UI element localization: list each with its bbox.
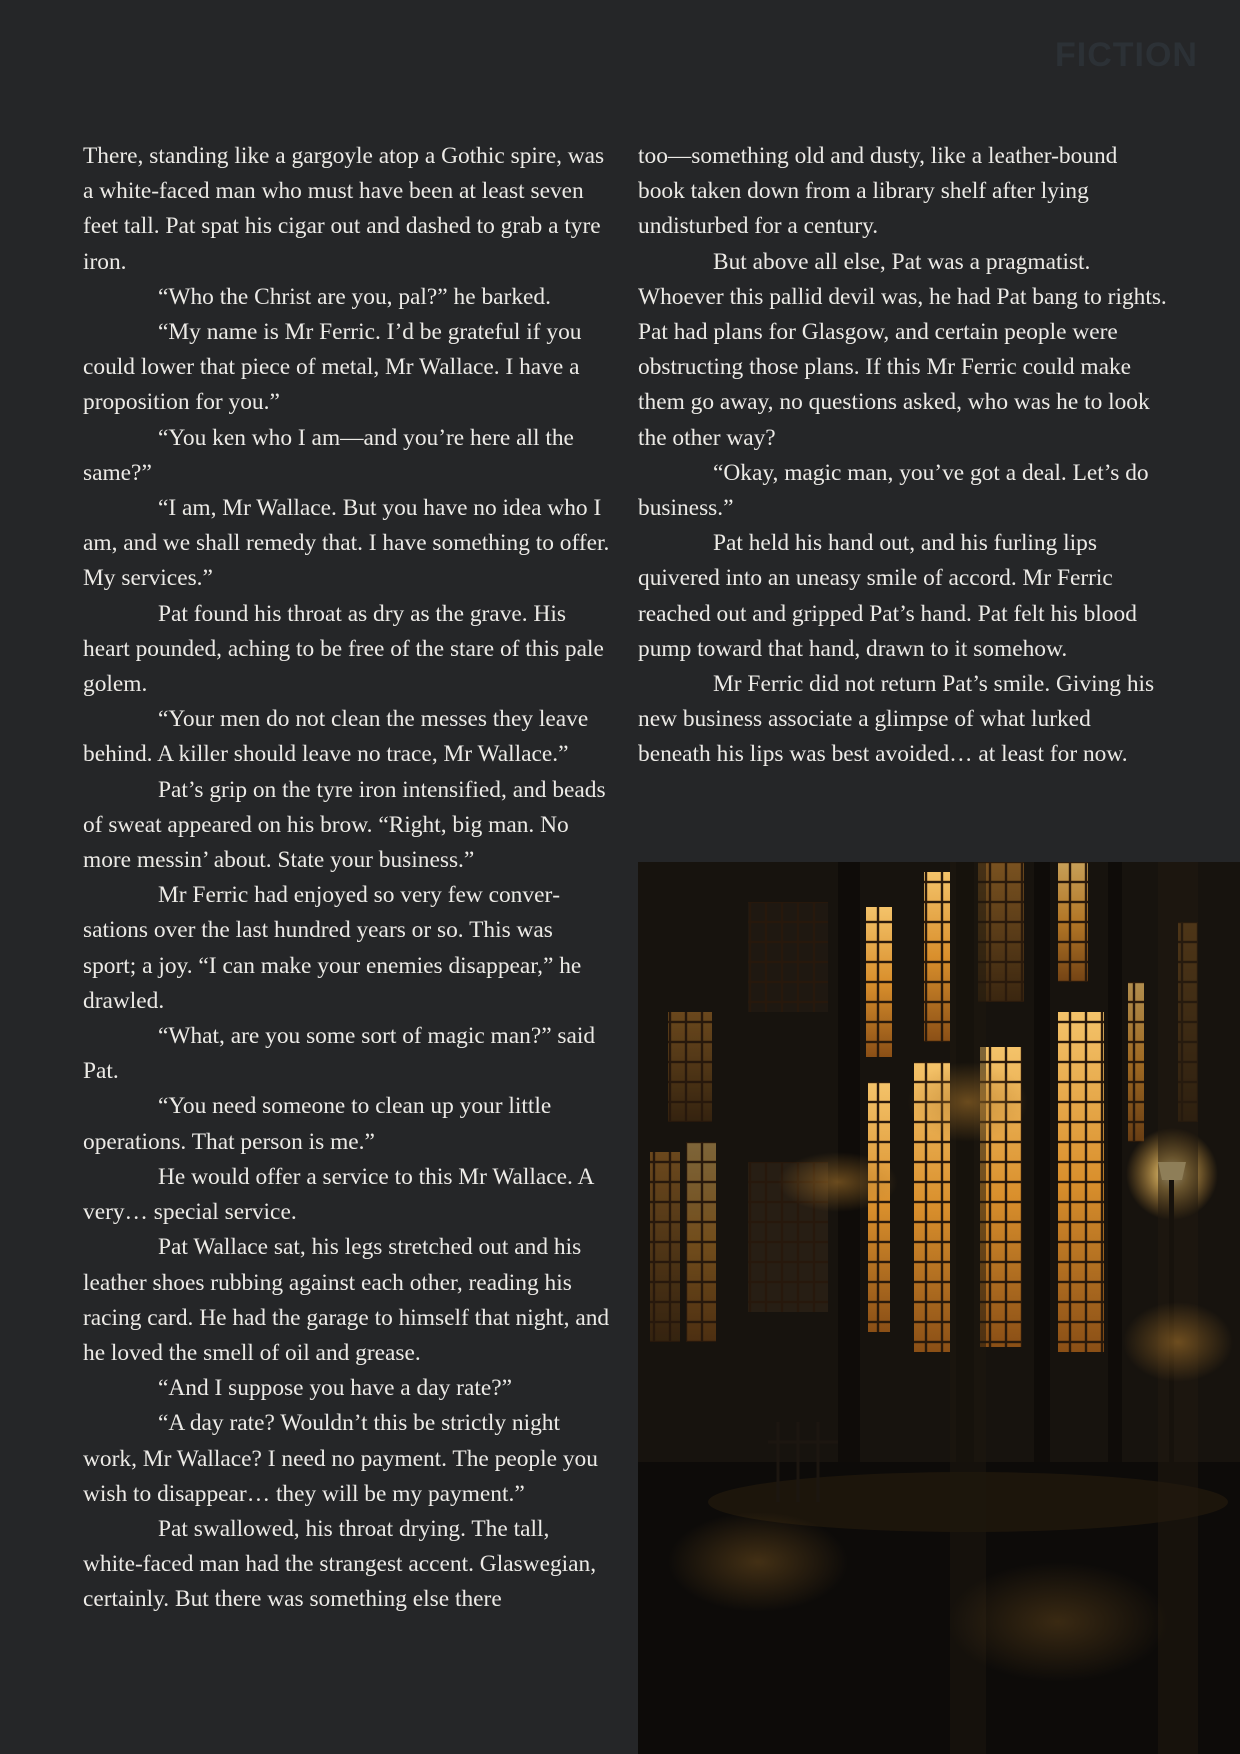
paragraph: “Okay, magic man, you’ve got a deal. Let’s do business.”	[638, 459, 1149, 522]
paragraph: Pat swallowed, his throat drying. The tall, white-faced man had the strangest accent. Glaswegian, certainly. But there was something else there	[83, 1515, 597, 1613]
paragraph: Pat Wallace sat, his legs stretched out and his leather shoes rubbing against each other, reading his racing card. He had the garage to himself that night, and he loved the smell of oil and grease.	[83, 1234, 610, 1366]
paragraph: Pat found his throat as dry as the grave. His heart pounded, aching to be free of the stare of this pale golem.	[83, 600, 604, 698]
paragraph: He would offer a service to this Mr Wallace. A very… special service.	[83, 1163, 594, 1226]
paragraph: There, standing like a gargoyle atop a Gothic spire, was a white-faced man who must have been at least seven feet tall. Pat spat his cigar out and dashed to grab a tyre iron.	[83, 143, 605, 275]
paragraph: “You ken who I am—and you’re here all the same?”	[83, 424, 574, 486]
night-building-photo	[638, 862, 1240, 1754]
paragraph: Pat held his hand out, and his furling lips quivered into an uneasy smile of accord. Mr Ferric reached out and gripped Pat’s hand. Pat felt his blood pump toward that hand, drawn to it somehow.	[638, 530, 1137, 662]
article-column-left	[83, 139, 611, 1618]
paragraph: “You need someone to clean up your little operations. That person is me.”	[83, 1093, 552, 1155]
paragraph: “Your men do not clean the messes they leave behind. A killer should leave no trace, Mr Wallace.”	[83, 706, 589, 768]
paragraph: “What, are you some sort of magic man?” said Pat.	[83, 1023, 596, 1085]
paragraph: too—something old and dusty, like a leather-bound book taken down from a library shelf after lying undisturbed for a century.	[638, 143, 1118, 240]
paragraph: Pat’s grip on the tyre iron intensified, and beads of sweat appeared on his brow. “Right, big man. No more messin’ about. State your business.”	[83, 776, 606, 874]
paragraph: “Who the Christ are you, pal?” he barked.	[158, 283, 551, 310]
article-column-right	[638, 139, 1168, 773]
section-label: FICTION	[1055, 36, 1198, 74]
paragraph: Mr Ferric had enjoyed so very few conversations over the last hundred years or so. This was sport; a joy. “I can make your enemies disappear,” he drawled.	[83, 882, 582, 1014]
paragraph: “A day rate? Wouldn’t this be strictly night work, Mr Wallace? I need no payment. The people you wish to disappear… they will be my payment.”	[83, 1410, 598, 1507]
paragraph: But above all else, Pat was a pragmatist. Whoever this pallid devil was, he had Pat bang to rights. Pat had plans for Glasgow, and certain people were obstructing those plans. If this Mr Ferric could make them go away, no questions asked, who was he to look the other way?	[638, 248, 1167, 451]
paragraph: “My name is Mr Ferric. I’d be grateful if you could lower that piece of metal, Mr Wallace. I have a proposition for you.”	[83, 319, 582, 416]
paragraph: “And I suppose you have a day rate?”	[158, 1375, 512, 1402]
paragraph: Mr Ferric did not return Pat’s smile. Giving his new business associate a glimpse of what lurked beneath his lips was best avoided… at least for now.	[638, 671, 1155, 768]
paragraph: “I am, Mr Wallace. But you have no idea who I am, and we shall remedy that. I have something to offer. My services.”	[83, 495, 610, 592]
